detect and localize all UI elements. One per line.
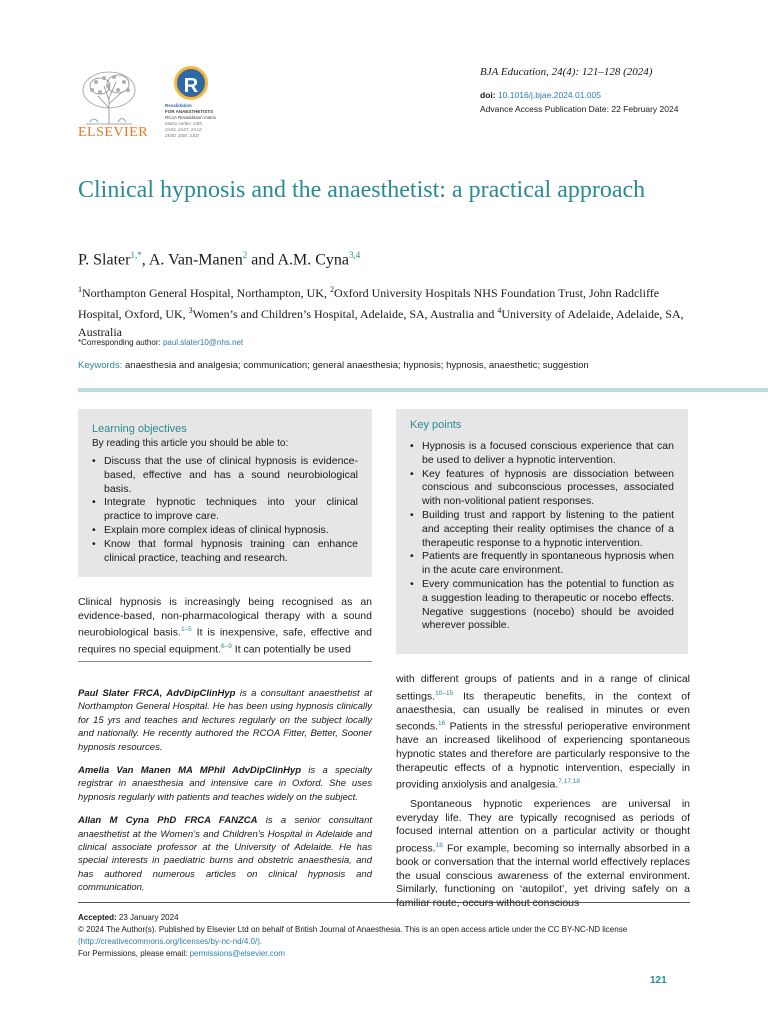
affiliations bbox=[78, 281, 698, 341]
author-list bbox=[78, 250, 360, 269]
affiliation-number: 1 bbox=[78, 285, 82, 294]
author-separator: , bbox=[141, 251, 149, 269]
permissions-label: For Permissions, please email: bbox=[78, 949, 190, 958]
learning-objectives-title: Learning objectives bbox=[92, 423, 187, 435]
key-points-box bbox=[396, 409, 688, 654]
body-text: with different groups of patients and in a range of clinical settings. bbox=[396, 673, 690, 703]
doi-link[interactable]: 10.1016/j.bjae.2024.01.005 bbox=[497, 90, 601, 100]
body-text: It can potentially be used bbox=[231, 643, 351, 656]
affiliation-text: University of Adelaide, Adelaide, SA, Australia bbox=[78, 307, 684, 339]
affiliation-number: 4 bbox=[497, 306, 502, 315]
bio-text: is a specialty registrar in anaesthesia and intensive care in Oxford. She uses hypnosis regularly with patients and teaches widely on the subject. bbox=[78, 765, 372, 803]
author-affiliation-marker[interactable]: 3,4 bbox=[349, 250, 361, 260]
list-item: • Know that formal hypnosis training can enhance clinical practice, teaching and research. bbox=[92, 538, 358, 566]
affiliation-number: 2 bbox=[329, 285, 334, 294]
accepted-date: 23 January 2024 bbox=[116, 913, 179, 922]
elsevier-tree-logo bbox=[78, 68, 140, 130]
bio-text: is a senior consultant anaesthetist at the Women’s and Children’s Hospital in Adelaide and clinical associate professor at the University of Adelaide. He has special interests in paediatric burns and obstetric anaesthesia, and has authored numerous articles on clinical hypnosis and communication. bbox=[78, 815, 372, 894]
body-text: For example, becoming so internally absorbed in a book or conversation that the internal world effectively replaces the usual conscious awareness of the external environment. Similarly, functioning on ‘autopilot’, yet driving safely on a bbox=[396, 842, 690, 896]
doi-label: doi: bbox=[480, 90, 496, 100]
author-bio bbox=[78, 687, 372, 754]
list-item: • Key features of hypnosis are dissociation between conscious and subconscious processes, associated with non-volitional patient responses. bbox=[410, 468, 674, 509]
corresponding-email-link[interactable]: paul.slater10@nhs.net bbox=[162, 338, 244, 347]
body-column-right bbox=[396, 673, 690, 911]
accepted-label: Accepted: bbox=[78, 913, 117, 922]
license-link[interactable]: (http://creativecommons.org/licenses/by-nc-nd/4.0/). bbox=[78, 937, 263, 946]
learning-objectives-intro: By reading this article you should be able to: bbox=[92, 438, 289, 449]
body-text: Patients in the stressful perioperative environment have an increased likelihood of experiencing spontaneous hypnotic states and therefore are particularly responsive to the therapeutic effects of a hypnotic intervention, especially in providing anxiolysis and analgesia. bbox=[396, 720, 690, 791]
elsevier-wordmark: ELSEVIER bbox=[78, 125, 149, 140]
key-points-list bbox=[410, 440, 674, 633]
author-bio bbox=[78, 814, 372, 894]
revalidation-codes-2: 2A03, 2A07, 2A12, bbox=[165, 127, 203, 132]
header-divider bbox=[78, 388, 768, 392]
learning-objectives-list bbox=[92, 455, 358, 565]
revalidation-line2: FOR ANAESTHETISTS bbox=[165, 109, 214, 114]
body-text: It is inexpensive, safe, effective and requires no special equipment. bbox=[78, 626, 372, 656]
revalidation-line1: Revalidation bbox=[165, 103, 192, 108]
revalidation-badge bbox=[165, 66, 221, 139]
list-item: • Patients are frequently in spontaneous hypnosis when in the acute care environment. bbox=[410, 550, 674, 578]
revalidation-r-icon: R bbox=[174, 66, 208, 100]
keywords-list: anaesthesia and analgesia; communication; general anaesthesia; hypnosis; hypnosis, anaesthetic; suggestion bbox=[122, 360, 589, 371]
list-item: • Hypnosis is a focused conscious experience that can be used to deliver a hypnotic intervention. bbox=[410, 440, 674, 468]
revalidation-codes-3: 2E00, 3I00, 3J02 bbox=[165, 133, 200, 138]
bio-name: Allan M Cyna PhD FRCA FANZCA bbox=[78, 815, 258, 827]
bio-name: Amelia Van Manen MA MPhil AdvDipClinHyp bbox=[78, 765, 302, 777]
citation-link[interactable]: 7,17,18 bbox=[558, 778, 580, 786]
footer-notes bbox=[78, 912, 690, 960]
author-name: A. Van-Manen bbox=[148, 251, 243, 269]
body-text: Spontaneous hypnotic experiences are universal in everyday life. They are typically recognised as periods of focused internal attention on a particular activity or thought process. bbox=[396, 798, 690, 855]
list-item: • Integrate hypnotic techniques into your clinical practice to improve care. bbox=[92, 496, 358, 524]
revalidation-codes: Matrix codes: 1I05, bbox=[165, 121, 204, 126]
copyright-line: © 2024 The Author(s). Published by Elsevier Ltd on behalf of British Journal of Anaesthesia. This is an open access article under the CC BY-NC-ND license bbox=[78, 925, 628, 934]
journal-citation: BJA Education, 24(4): 121–128 (2024) bbox=[480, 66, 653, 78]
body-paragraph-left bbox=[78, 596, 372, 657]
citation-link[interactable]: 6–9 bbox=[221, 643, 232, 651]
accepted-line bbox=[78, 912, 690, 924]
keywords-label: Keywords: bbox=[78, 360, 123, 371]
author-name: P. Slater bbox=[78, 251, 131, 269]
body-text: Clinical hypnosis is increasingly being recognised as an evidence-based, non-pharmacological therapy with a sound neurobiological basis. bbox=[78, 596, 372, 639]
permissions-email-link[interactable]: permissions@elsevier.com bbox=[189, 949, 285, 958]
corresponding-author bbox=[78, 338, 243, 347]
author-separator: and bbox=[247, 251, 278, 269]
publication-date: Advance Access Publication Date: 22 February 2024 bbox=[480, 104, 679, 114]
keywords-line bbox=[78, 360, 589, 371]
page-number: 121 bbox=[650, 975, 667, 986]
doi-line bbox=[480, 90, 601, 100]
learning-objectives-box bbox=[78, 409, 372, 577]
key-points-title: Key points bbox=[410, 419, 462, 431]
affiliation-text: Northampton General Hospital, Northampton, UK, bbox=[82, 286, 330, 300]
body-paragraph bbox=[396, 798, 690, 910]
body-text: Its therapeutic benefits, in the context of anaesthesia, can usually be realised in minutes or even seconds. bbox=[396, 690, 690, 733]
bio-text: is a consultant anaesthetist at Northampton General Hospital. He has been using hypnosis clinically for 15 yrs and teaches and lectures regularly on the subject locally and nationally. He recently authored the RCOA Fitter, Better, Sooner hypnosis resources. bbox=[78, 688, 372, 753]
citation-link[interactable]: 1–5 bbox=[180, 626, 192, 634]
permissions-line bbox=[78, 948, 690, 960]
list-item: • Discuss that the use of clinical hypnosis is evidence-based, effective and has a sound neurobiological basis. bbox=[92, 455, 358, 496]
citation-link[interactable]: 10–15 bbox=[435, 689, 454, 697]
list-item: • Every communication has the potential to function as a suggestion leading to therapeutic or nocebo effects. Negative suggestions (nocebo) should be avoided wherever possible. bbox=[410, 578, 674, 633]
author-bio bbox=[78, 764, 372, 804]
citation-link[interactable]: 16 bbox=[438, 720, 446, 728]
list-item: • Building trust and rapport by listening to the patient and accepting their reality optimises the chance of a therapeutic response to a hypnotic intervention. bbox=[410, 509, 674, 550]
body-paragraph bbox=[396, 673, 690, 792]
author-name: A.M. Cyna bbox=[277, 251, 350, 269]
footer-divider bbox=[78, 902, 690, 903]
list-item: • Explain more complex ideas of clinical hypnosis. bbox=[92, 524, 358, 538]
affiliation-number: 3 bbox=[188, 306, 193, 315]
author-affiliation-marker[interactable]: 1,* bbox=[130, 250, 142, 260]
citation-link[interactable]: 18 bbox=[435, 842, 443, 850]
bio-name: Paul Slater FRCA, AdvDipClinHyp bbox=[78, 688, 236, 699]
article-title: Clinical hypnosis and the anaesthetist: a practical approach bbox=[78, 177, 646, 203]
affiliation-text: Women’s and Children’s Hospital, Adelaide, SA, Australia and bbox=[192, 307, 498, 321]
revalidation-line3: RCoA Revalidation matrix bbox=[165, 115, 217, 120]
author-affiliation-marker[interactable]: 2 bbox=[242, 250, 248, 260]
corresponding-label: *Corresponding author: bbox=[78, 338, 163, 347]
bio-divider bbox=[78, 661, 372, 662]
affiliation-text: Oxford University Hospitals NHS Foundation Trust, John Radcliffe Hospital, Oxford, UK, bbox=[78, 286, 660, 321]
author-bios bbox=[78, 687, 372, 905]
